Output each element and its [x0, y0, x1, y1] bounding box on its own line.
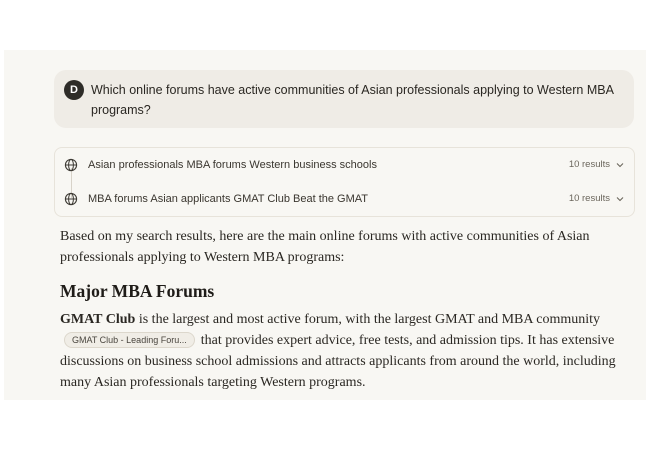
chat-panel [4, 50, 646, 400]
user-message [54, 70, 634, 128]
search-steps [54, 147, 635, 217]
answer-paragraph [60, 309, 630, 393]
search-query: Asian professionals MBA forums Western business schools [88, 159, 377, 171]
user-avatar: D [64, 80, 84, 100]
search-step[interactable] [55, 149, 634, 181]
section-heading: Major MBA Forums [60, 281, 215, 301]
paragraph-text: is the largest and most active forum, with the largest GMAT and MBA community [135, 312, 601, 327]
result-count: 10 results [568, 193, 610, 204]
search-step[interactable] [55, 183, 634, 215]
globe-icon [64, 192, 78, 206]
user-message-text: Which online forums have active communities of Asian professionals applying to Western MBA programs? [91, 83, 614, 117]
paragraph-text: that provides expert advice, free tests, and admission tips. It has extensive discussions on business school admissions and attracts applicants from around the world, including many Asian professionals targeting Western programs. [60, 333, 616, 390]
globe-icon [64, 158, 78, 172]
search-query: MBA forums Asian applicants GMAT Club Beat the GMAT [88, 193, 369, 205]
citation-chip[interactable]: GMAT Club - Leading Foru... [64, 332, 195, 348]
chevron-down-icon [616, 195, 624, 203]
result-count: 10 results [568, 159, 610, 170]
assistant-answer [60, 226, 630, 393]
answer-intro: Based on my search results, here are the main online forums with active communities of Asian professionals applying to Western MBA programs: [60, 229, 590, 265]
forum-name: GMAT Club [60, 312, 136, 327]
chevron-down-icon [616, 161, 624, 169]
